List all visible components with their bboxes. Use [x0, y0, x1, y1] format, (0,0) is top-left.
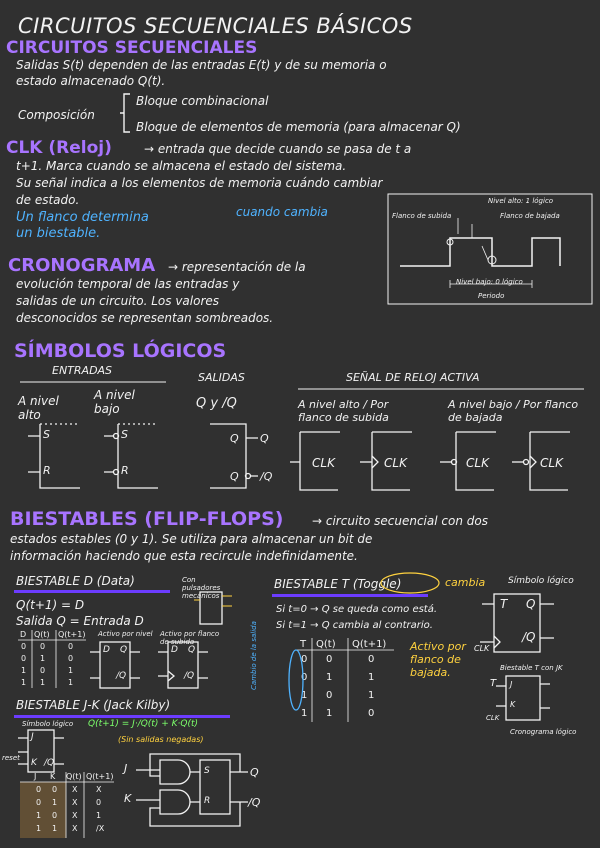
clk-line4: de estado. [16, 193, 80, 207]
bt-rule1: Si t=0 → Q se queda como está. [276, 604, 438, 615]
comp-item1: Bloque combinacional [136, 94, 269, 108]
bd-eq: Q(t+1) = D [16, 598, 85, 612]
bjk-symbol [14, 728, 74, 778]
q-outputs-label: Q y /Q [196, 396, 237, 411]
bt-th-2: Q(t+1) [352, 639, 387, 650]
alto-subida-label: A nivel alto / Por flanco de subida [298, 398, 389, 424]
bt-r0c0: 0 [301, 654, 308, 665]
bjk-r1c0: 0 [36, 798, 42, 807]
bjk-table [20, 772, 116, 842]
clk-blue3: cuando cambia [236, 205, 328, 219]
section-heading-circuitos: CIRCUITOS SECUENCIALES [6, 38, 258, 58]
bt-crono: Cronograma lógico [510, 728, 577, 736]
bt-sym-q: Q [526, 597, 536, 611]
bt-r3c0: 1 [301, 708, 308, 719]
bt-r1c1: 1 [326, 672, 333, 683]
bd-r1c2: 0 [68, 654, 74, 663]
bt-r3c2: 0 [368, 708, 375, 719]
sym-q-in: Q [230, 432, 239, 445]
biestables-line2: estados estables (0 y 1). Se utiliza para almacenar un bit de [10, 532, 373, 546]
bt-r1c0: 0 [301, 672, 308, 683]
entradas-label: ENTRADAS [52, 364, 113, 377]
sym-s1: S [43, 428, 50, 441]
biestables-line1: → circuito secuencial con dos [312, 514, 488, 528]
bt-jk-clk: CLK [486, 714, 500, 722]
bjk-circ-k: K [124, 792, 132, 805]
bjk-reset: reset [2, 754, 20, 762]
clk-line2: t+1. Marca cuando se almacena el estado del sistema. [16, 159, 347, 173]
bd-th-2: Q(t+1) [58, 630, 86, 639]
sym-clk2: CLK [384, 456, 407, 470]
clock-diagram [388, 194, 594, 306]
bjk-th-3: Q(t+1) [86, 772, 114, 781]
clk-blue1: Un flanco determina [16, 210, 149, 225]
sym-clk1: CLK [312, 456, 335, 470]
clock-fall-label: Flanco de bajada [500, 212, 560, 220]
bt-jk-k: K [510, 700, 516, 709]
bjk-r3c1: 1 [52, 824, 58, 833]
bt-activo: Activo por flanco de bajada. [410, 640, 466, 679]
clk-heading: CLK (Reloj) [6, 138, 112, 158]
bd-pushbutton-drawing [194, 588, 244, 628]
nivel-bajo-label: A nivel bajo [94, 388, 135, 416]
bt-toggle-circle [380, 572, 442, 596]
bjk-note: (Sin salidas negadas) [118, 735, 204, 744]
entradas-underline [18, 378, 168, 384]
bjk-th-2: Q(t) [66, 772, 82, 781]
bd-r1c1: 1 [40, 654, 46, 663]
bt-side-bracket [280, 648, 320, 728]
bjk-simbolo: Símbolo lógico [22, 720, 74, 728]
bjk-circ-j: J [124, 762, 128, 775]
comp-brace-icon [120, 92, 132, 136]
bd-sym2-label: Activo por flanco de subida [160, 630, 220, 646]
bt-cambia: cambia [445, 576, 486, 589]
clk-line3: Su señal indica a los elementos de memoria cuándo cambiar [16, 176, 383, 190]
bt-r1c2: 1 [368, 672, 375, 683]
cronograma-line2: evolución temporal de las entradas y [16, 277, 240, 291]
bd-sym1-nq: /Q [116, 671, 127, 681]
bd-r3c0: 1 [21, 678, 27, 687]
clk-line1: → entrada que decide cuando se pasa de t a [144, 142, 412, 156]
bjk-r2c2: X [72, 811, 78, 820]
bd-out: Salida Q = Entrada D [16, 614, 144, 628]
bt-rule2: Si t=1 → Q cambia al contrario. [276, 620, 433, 631]
sym-q-out: Q [260, 432, 269, 445]
bt-underline [272, 594, 428, 597]
bd-sym1-q: Q [120, 645, 128, 655]
bd-table [18, 630, 86, 690]
bjk-r0c0: 0 [36, 785, 42, 794]
bt-simbolo: Símbolo lógico [508, 576, 574, 586]
page-title: CIRCUITOS SECUENCIALES BÁSICOS [18, 14, 413, 38]
bjk-r2c0: 1 [36, 811, 42, 820]
bjk-r1c3: 0 [96, 798, 102, 807]
bd-underline [14, 590, 170, 593]
bt-r2c1: 0 [326, 690, 333, 701]
bjk-r0c3: X [96, 785, 102, 794]
bt-sym-clk: CLK [474, 644, 490, 653]
bjk-r3c0: 1 [36, 824, 42, 833]
bd-th-1: Q(t) [34, 630, 50, 639]
bd-sym2-q: Q [188, 645, 196, 655]
bt-r2c0: 1 [301, 690, 308, 701]
sym-r1: R [43, 464, 51, 477]
cronograma-line4: desconocidos se representan sombreados. [16, 311, 274, 325]
bt-th-0: T [300, 639, 307, 650]
bd-symbols [90, 640, 240, 700]
bt-jk-label: Biestable T con JK [500, 664, 563, 672]
clock-low-label: Nivel bajo: 0 lógico [456, 278, 523, 286]
bd-r2c0: 1 [21, 666, 27, 675]
bd-sym2-d: D [171, 645, 178, 655]
bjk-th-1: K [50, 772, 56, 781]
bjk-r3c2: X [72, 824, 78, 833]
bajo-bajada-label: A nivel bajo / Por flanco de bajada [448, 398, 579, 424]
sym-clk4: CLK [540, 456, 563, 470]
bjk-eq: Q(t+1) = J·/Q(t) + K·Q(t) [88, 719, 199, 729]
bjk-r1c2: X [72, 798, 78, 807]
sym-clk3: CLK [466, 456, 489, 470]
bd-r3c2: 1 [68, 678, 74, 687]
bt-r0c2: 0 [368, 654, 375, 665]
cronograma-line3: salidas de un circuito. Los valores [16, 294, 220, 308]
bjk-r0c1: 0 [52, 785, 58, 794]
sym-nq-in: Q [230, 470, 239, 483]
bt-heading: BIESTABLE T (Toggle) [274, 577, 402, 591]
bjk-th-0: J [34, 772, 37, 781]
bjk-circ-s: S [204, 766, 210, 776]
sym-r2: R [121, 464, 129, 477]
comp-item2: Bloque de elementos de memoria (para almacenar Q) [136, 120, 461, 134]
clk-blue2: un biestable. [16, 226, 101, 241]
bt-jk-symbol [490, 672, 570, 726]
bd-sym1-label: Activo por nivel [98, 630, 153, 638]
bd-r0c1: 0 [40, 642, 46, 651]
bjk-r2c1: 0 [52, 811, 58, 820]
biestables-heading: BIESTABLES (FLIP-FLOPS) [10, 508, 284, 530]
sym-s2: S [121, 428, 128, 441]
bt-r0c1: 0 [326, 654, 333, 665]
bjk-circ-q: Q [250, 766, 259, 779]
bjk-r2c3: 1 [96, 811, 102, 820]
bt-r2c2: 1 [368, 690, 375, 701]
bd-r1c0: 0 [21, 654, 27, 663]
biestables-line3: información haciendo que esta recircule indefinidamente. [10, 549, 358, 563]
bjk-r0c2: X [72, 785, 78, 794]
bt-sym-nq: /Q [522, 630, 536, 644]
bt-jk-j: J [510, 680, 513, 689]
bt-th-1: Q(t) [316, 639, 336, 650]
bd-r2c2: 1 [68, 666, 74, 675]
sec1-line2: estado almacenado Q(t). [16, 74, 166, 88]
bd-heading: BIESTABLE D (Data) [16, 574, 135, 588]
senal-label: SEÑAL DE RELOJ ACTIVA [346, 371, 480, 384]
bjk-sym-nq: /Q [44, 758, 55, 768]
bt-side-label: Cambio de la salida [250, 621, 258, 690]
bd-note: Con pulsadores mecánicos [182, 576, 221, 600]
bd-th-0: D [20, 630, 27, 639]
senal-underline [296, 386, 586, 392]
bd-sym2-nq: /Q [184, 671, 195, 681]
bd-r0c2: 0 [68, 642, 74, 651]
bjk-r1c1: 1 [52, 798, 58, 807]
bt-jk-t: T [490, 678, 497, 689]
clock-rise-label: Flanco de subida [392, 212, 452, 220]
bjk-circ-nq: /Q [248, 796, 261, 809]
clock-period-label: Periodo [478, 292, 505, 300]
bd-sym1-d: D [103, 645, 110, 655]
sec1-line1: Salidas S(t) dependen de las entradas E(t) y de su memoria o [16, 58, 387, 72]
sym-nq-out: /Q [260, 470, 273, 483]
bt-sym-t: T [500, 597, 508, 611]
bt-r3c1: 1 [326, 708, 333, 719]
bjk-circ-r: R [204, 796, 211, 806]
nivel-alto-label: A nivel alto [18, 394, 59, 422]
bjk-sym-j: J [31, 732, 34, 742]
bd-r3c1: 1 [40, 678, 46, 687]
bd-r0c0: 0 [21, 642, 27, 651]
cronograma-heading: CRONOGRAMA [8, 255, 156, 276]
bjk-heading: BIESTABLE J-K (Jack Kilby) [16, 698, 171, 712]
comp-label: Composición [18, 108, 95, 122]
bd-r2c1: 0 [40, 666, 46, 675]
salidas-label: SALIDAS [198, 371, 245, 384]
symbols-row-drawing [0, 420, 600, 495]
clock-high-label: Nivel alto: 1 lógico [488, 197, 554, 205]
bjk-r3c3: /X [96, 824, 105, 833]
simbolos-heading: SÍMBOLOS LÓGICOS [14, 340, 227, 362]
bjk-underline [14, 715, 230, 718]
bjk-sym-k: K [31, 758, 37, 768]
cronograma-line1: → representación de la [168, 260, 306, 274]
